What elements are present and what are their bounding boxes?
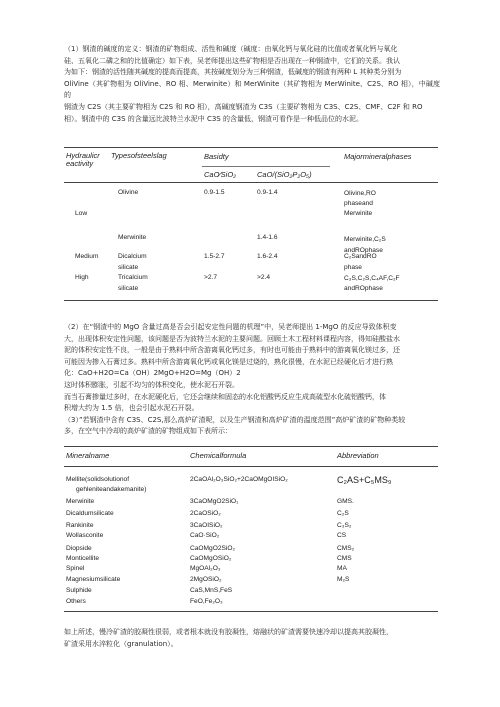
table-header-rule	[64, 466, 438, 467]
cell-formula: 2MgOSiO₂	[190, 576, 222, 583]
basicity-rule	[202, 166, 330, 167]
paragraph-line: 为如下：钢渣的活性随其碱度的提高而提高，其按碱度划分为三种钢渣，低碱度的钢渣有两种 L 其种类分别为	[64, 68, 402, 77]
cell-mineral: Sulphide	[66, 587, 92, 594]
cell-phases: Merwinite,C₂S andROphase	[344, 236, 386, 254]
cell-formula: 3CaOISiO₂	[190, 522, 223, 529]
paragraph-line: 而当石膏掺量过多时，在水泥硬化后，它还会继续和固态的水化铝酸钙反应生成高硫型水化硫铝酸钙，体	[64, 392, 386, 401]
paragraph-1	[64, 44, 440, 125]
paragraph-line: OliVine（其矿物相为 OliVine、RO 相、Merwinite）和 MerWinite（其矿物相为 MerWinite、C2S、RO 相），中碱度的	[64, 79, 440, 100]
header-mineral: Mineralname	[66, 451, 110, 460]
cell-ratio2: 0.9-1.4	[257, 189, 278, 196]
cell-mineral: Dicaldumsilicate	[66, 510, 114, 517]
cell-mineral: Diopside	[66, 545, 92, 552]
cell-ratio1: >2.7	[204, 274, 218, 281]
header-type: Typesofsteelslag	[111, 151, 167, 160]
cell-formula: CaOMgO2SiO₂	[190, 545, 236, 552]
cell-type: Tricalcium	[118, 274, 148, 281]
paragraph-line: 化：CaO+H2O=Ca（OH）2MgO+H2O=Mg（OH）2	[64, 369, 241, 378]
header-basicity: Basidty	[204, 152, 229, 161]
cell-formula: CaO·SiO₂	[190, 532, 220, 539]
header-activity: Hydraulicr eactivity	[66, 151, 100, 168]
cell-type: Olivine	[118, 189, 139, 196]
cell-mineral: Magnesiumsilicate	[66, 576, 121, 583]
cell-abbreviation: C₂AS+C₅MS₉	[337, 475, 392, 485]
table-header-rule	[64, 182, 438, 183]
cell-mineral: Wollasconite	[66, 532, 104, 539]
cell-ratio2: 1.4-1.6	[257, 234, 278, 241]
cell-formula: MgOAl₂O₃	[190, 565, 221, 572]
paragraph-line: 可能因为掺入石膏过多。熟料中所含游离氧化钙或氧化镁是过烧的，熟化很慢，在水泥已经硬化后才进行熟	[64, 357, 393, 366]
cell-mineral: Others	[66, 598, 86, 605]
cell-formula: 2CaOSiO₂	[190, 510, 221, 517]
header-abbreviation: Abbreviation	[337, 451, 379, 460]
paragraph-line: （2）在“钢渣中的 MgO 含量过高是否会引起安定性问题的机理”中，吴老师提出 1-MgO 的反应导致体积变	[64, 323, 397, 331]
cell-abbreviation: MA	[337, 565, 347, 572]
cell-abbreviation: CMS	[337, 555, 352, 562]
cell-formula: 3CaOMgO2SiO₁	[190, 498, 239, 505]
paragraph-line: （3）”若钢渣中含有 C3S、C2S,那么高炉矿渣呢，以及生产钢渣和高炉矿渣的温度范围”高炉矿渣的矿物种类较	[64, 415, 406, 424]
cell-type: Dicalcium	[118, 253, 147, 260]
table-bottom-rule	[64, 300, 438, 301]
table-bottom-rule	[64, 611, 438, 612]
paragraph-line: 钢渣为 C2S（其主要矿物相为 C2S 和 RO 相），高碱度钢渣为 C3S（主要矿物相为 C3S、C2S、CMF、C2F 和 RO	[64, 102, 423, 111]
paragraph-2	[64, 322, 440, 438]
cell-abbreviation: GMS.	[337, 498, 354, 505]
paragraph-line: （1）钢渣的碱度的定义：钢渣的矿物组成、活性和碱度（碱度：由氧化钙与氧化硅的比值或者氧化钙与氧化	[64, 45, 398, 53]
paragraph-line: 如上所述，慢冷矿渣的胶凝性很弱，或者根本就没有胶凝性，熔融状的矿渣需要快速冷却以提高其胶凝性，	[64, 628, 393, 636]
paragraph-line: 多，在空气中冷却的高炉矿渣的矿物组成如下表所示：	[64, 427, 232, 436]
cell-ratio1: 1.5-2.7	[204, 253, 225, 260]
paragraph-line: 泥的体积安定性不良，一般是由于熟料中所含游离氧化钙过多，有时也可能由于熟料中的游离氧化镁过多，还	[64, 346, 400, 355]
cell-abbreviation: C₂S	[337, 510, 349, 517]
cell-ratio2: >2.4	[257, 274, 271, 281]
cell-abbreviation: CMS₂	[337, 545, 355, 552]
paragraph-line: 矿渣采用水淬粒化（granulation）。	[64, 639, 178, 648]
table-top-rule	[64, 147, 438, 148]
cell-formula: FeO,Fe₂O₃	[190, 598, 223, 605]
paragraph-3	[64, 627, 440, 650]
cell-activity: Low	[75, 210, 88, 217]
paragraph-line: 大，出现体积安定性问题，该问题是否为波特兰水泥的主要问题。回顾土木工程材料课程内容，得知硅酸盐水	[64, 334, 400, 343]
cell-formula: 2CaOAl₂O₃SiO₂+2CaOMgOISiO₂	[190, 476, 288, 483]
cell-mineral: Spinel	[66, 565, 85, 572]
cell-formula: CaS,MnS,FeS	[190, 587, 233, 594]
cell-ratio1: 0.9-1.5	[204, 189, 225, 196]
cell-abbreviation: CS	[337, 532, 347, 539]
cell-type: silicate	[118, 285, 139, 292]
cell-activity: Medium	[75, 253, 99, 260]
cell-mineral: gehleniteandakemanite)	[76, 486, 147, 493]
paragraph-line: 积增大约为 1.5 倍，也会引起水泥石开裂。	[64, 404, 199, 413]
cell-phases: Olivine,RO phaseand Merwinite	[344, 190, 376, 217]
header-formula: Chemicalformula	[190, 451, 247, 460]
header-ratio2: CaO/(SiO₂P₂O₅)	[257, 170, 312, 179]
cell-abbreviation: M₂S	[337, 576, 350, 583]
cell-abbreviation: C₃S₂	[337, 522, 352, 529]
cell-ratio2: 1.6-2.4	[257, 253, 278, 260]
header-phases: Majormineralphases	[344, 152, 412, 161]
cell-mineral: Rankinite	[66, 522, 94, 529]
paragraph-line: 这时体积膨胀，引起不均匀的体积变化，使水泥石开裂。	[64, 380, 239, 389]
cell-mineral: Mellite(solidsolutionof	[66, 476, 130, 483]
cell-mineral: Monticellite	[66, 555, 99, 562]
cell-phases: C₃S,C₂S,C₄AF,C₂F andROphase	[344, 275, 400, 292]
header-ratio1: CaO⁄SiO₂	[204, 170, 237, 179]
cell-phases: C₂SandRO	[344, 253, 377, 260]
cell-type: Merwinite	[118, 234, 147, 241]
cell-phases: phase	[344, 264, 362, 271]
table-top-rule	[64, 446, 438, 447]
cell-formula: CaOMgOSiO₂	[190, 555, 232, 562]
paragraph-line: 相）。钢渣中的 C3S 的含量远比波特兰水泥中 C3S 的含量低，钢渣可看作是一种低品位的水泥。	[64, 114, 363, 123]
cell-mineral: Merwinite	[66, 498, 95, 505]
cell-activity: High	[75, 274, 89, 281]
cell-type: silicate	[118, 264, 139, 271]
paragraph-line: 硅、五氧化二磷之和的比值确定）如下表，吴老师提出这些矿物相是否出现在一种钢渣中，它们的关系。我认	[64, 56, 400, 65]
